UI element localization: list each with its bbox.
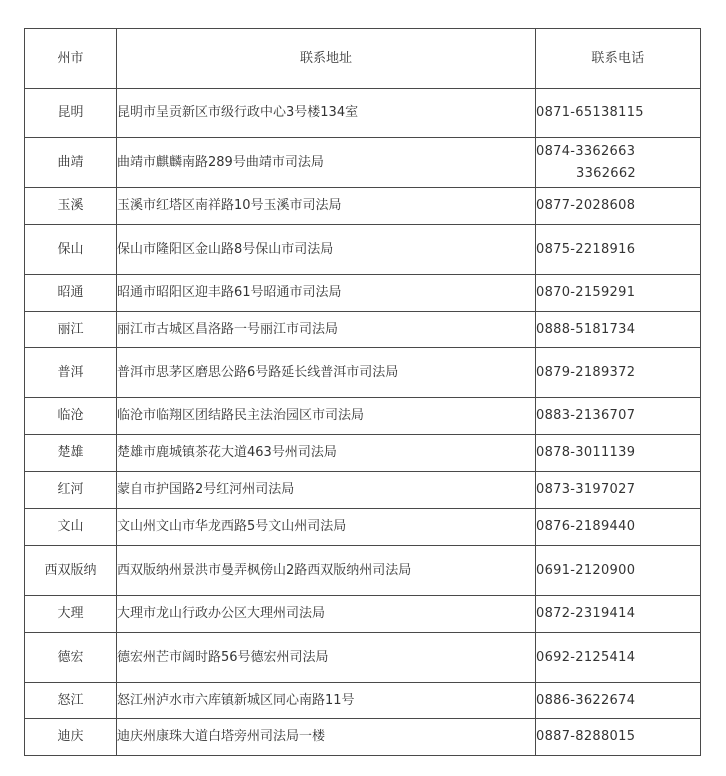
phone-cell: 0876-2189440 xyxy=(536,509,701,546)
address-cell: 昭通市昭阳区迎丰路61号昭通市司法局 xyxy=(117,275,536,312)
address-cell: 普洱市思茅区磨思公路6号路延长线普洱市司法局 xyxy=(117,348,536,398)
header-city: 州市 xyxy=(25,29,117,89)
phone-cell: 0871-65138115 xyxy=(536,89,701,138)
table-row xyxy=(25,633,701,683)
table-row xyxy=(25,546,701,596)
phone-cell: 0692-2125414 xyxy=(536,633,701,683)
header-address: 联系地址 xyxy=(117,29,536,89)
address-cell: 蒙自市护国路2号红河州司法局 xyxy=(117,472,536,509)
address-cell: 保山市隆阳区金山路8号保山市司法局 xyxy=(117,225,536,275)
city-cell: 德宏 xyxy=(25,633,117,683)
phone-cell: 0879-2189372 xyxy=(536,348,701,398)
city-cell: 昆明 xyxy=(25,89,117,138)
phone-primary: 0874-3362663 xyxy=(536,143,636,159)
city-cell: 普洱 xyxy=(25,348,117,398)
address-cell: 大理市龙山行政办公区大理州司法局 xyxy=(117,596,536,633)
contacts-table xyxy=(24,28,701,756)
table-row xyxy=(25,275,701,312)
phone-cell: 0870-2159291 xyxy=(536,275,701,312)
city-cell: 西双版纳 xyxy=(25,546,117,596)
city-cell: 文山 xyxy=(25,509,117,546)
table-row xyxy=(25,472,701,509)
address-cell: 西双版纳州景洪市曼弄枫傍山2路西双版纳州司法局 xyxy=(117,546,536,596)
table-header-row xyxy=(25,29,701,89)
city-cell: 保山 xyxy=(25,225,117,275)
table-row xyxy=(25,138,701,188)
table-row xyxy=(25,312,701,348)
address-cell: 怒江州泸水市六库镇新城区同心南路11号 xyxy=(117,683,536,719)
phone-cell xyxy=(536,138,701,188)
phone-secondary: 3362662 xyxy=(576,165,636,181)
city-cell: 楚雄 xyxy=(25,435,117,472)
city-cell: 丽江 xyxy=(25,312,117,348)
phone-cell: 0887-8288015 xyxy=(536,719,701,756)
table-row xyxy=(25,398,701,435)
address-cell: 临沧市临翔区团结路民主法治园区市司法局 xyxy=(117,398,536,435)
phone-cell: 0886-3622674 xyxy=(536,683,701,719)
city-cell: 昭通 xyxy=(25,275,117,312)
address-cell: 楚雄市鹿城镇茶花大道463号州司法局 xyxy=(117,435,536,472)
city-cell: 怒江 xyxy=(25,683,117,719)
city-cell: 迪庆 xyxy=(25,719,117,756)
city-cell: 曲靖 xyxy=(25,138,117,188)
table-row xyxy=(25,225,701,275)
phone-cell: 0873-3197027 xyxy=(536,472,701,509)
address-cell: 曲靖市麒麟南路289号曲靖市司法局 xyxy=(117,138,536,188)
phone-cell: 0878-3011139 xyxy=(536,435,701,472)
address-cell: 文山州文山市华龙西路5号文山州司法局 xyxy=(117,509,536,546)
table-row xyxy=(25,435,701,472)
phone-cell: 0875-2218916 xyxy=(536,225,701,275)
city-cell: 临沧 xyxy=(25,398,117,435)
table-row xyxy=(25,719,701,756)
city-cell: 红河 xyxy=(25,472,117,509)
table-row xyxy=(25,89,701,138)
phone-cell: 0883-2136707 xyxy=(536,398,701,435)
address-cell: 迪庆州康珠大道白塔旁州司法局一楼 xyxy=(117,719,536,756)
header-phone: 联系电话 xyxy=(536,29,701,89)
phone-cell: 0877-2028608 xyxy=(536,188,701,225)
phone-cell: 0691-2120900 xyxy=(536,546,701,596)
address-cell: 德宏州芒市阔时路56号德宏州司法局 xyxy=(117,633,536,683)
address-cell: 玉溪市红塔区南祥路10号玉溪市司法局 xyxy=(117,188,536,225)
phone-cell: 0872-2319414 xyxy=(536,596,701,633)
address-cell: 昆明市呈贡新区市级行政中心3号楼134室 xyxy=(117,89,536,138)
table-row xyxy=(25,348,701,398)
table-row xyxy=(25,596,701,633)
address-cell: 丽江市古城区昌洛路一号丽江市司法局 xyxy=(117,312,536,348)
city-cell: 大理 xyxy=(25,596,117,633)
table-row xyxy=(25,188,701,225)
table-row xyxy=(25,509,701,546)
city-cell: 玉溪 xyxy=(25,188,117,225)
phone-cell: 0888-5181734 xyxy=(536,312,701,348)
table-row xyxy=(25,683,701,719)
